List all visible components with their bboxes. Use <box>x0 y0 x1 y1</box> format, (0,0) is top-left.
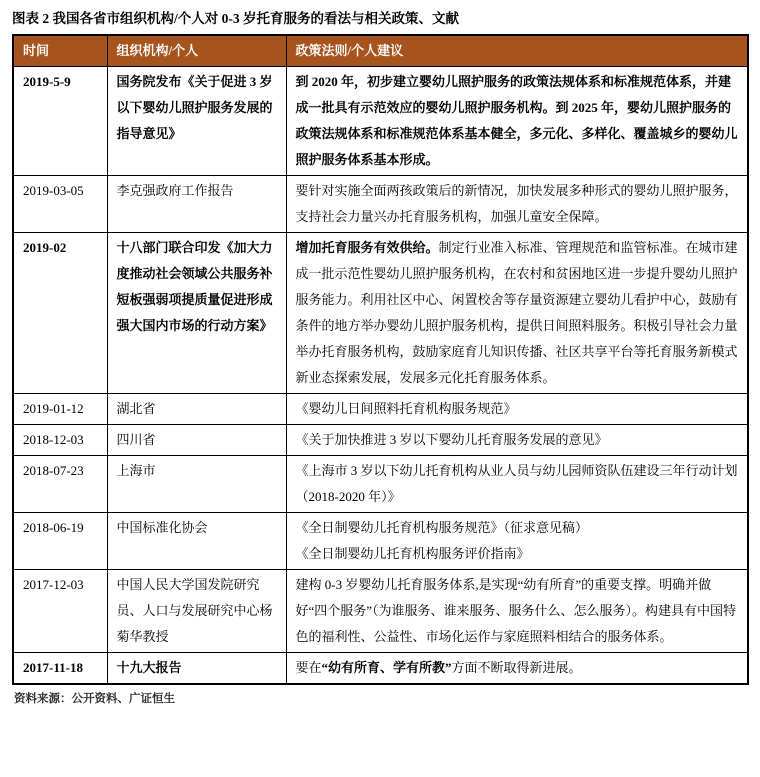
policy-paragraph <box>296 541 739 567</box>
cell-date: 2017-12-03 <box>13 570 107 653</box>
cell-policy <box>286 513 748 570</box>
policy-paragraph <box>296 178 739 230</box>
policy-text-segment: 方面不断取得新进展。 <box>451 660 582 675</box>
policy-text-segment: 《关于加快推进 3 岁以下婴幼儿托育服务发展的意见》 <box>295 432 608 447</box>
cell-organization: 国务院发布《关于促进 3 岁以下婴幼儿照护服务发展的指导意见》 <box>107 67 286 176</box>
cell-organization: 上海市 <box>107 456 286 513</box>
cell-organization: 十八部门联合印发《加大力度推动社会领域公共服务补短板强弱项提质量促进形成强大国内市场的行动方案》 <box>107 233 286 394</box>
table-row <box>13 394 748 425</box>
policy-text-segment: 要在 <box>295 660 322 675</box>
policy-paragraph <box>296 396 739 422</box>
table-row <box>13 653 748 685</box>
cell-policy <box>286 570 748 653</box>
policy-paragraph <box>296 458 739 510</box>
table-row <box>13 570 748 653</box>
cell-date: 2018-07-23 <box>13 456 107 513</box>
cell-date: 2017-11-18 <box>13 653 107 685</box>
table-body <box>13 67 748 685</box>
cell-date: 2019-02 <box>13 233 107 394</box>
cell-organization: 中国人民大学国发院研究员、人口与发展研究中心杨菊华教授 <box>107 570 286 653</box>
policy-text-segment: 《全日制婴幼儿托育机构服务规范》（征求意见稿） <box>295 520 589 535</box>
cell-organization: 中国标准化协会 <box>107 513 286 570</box>
cell-policy <box>286 233 748 394</box>
table-row <box>13 456 748 513</box>
cell-policy <box>286 394 748 425</box>
cell-date: 2018-06-19 <box>13 513 107 570</box>
policy-text-segment: 《上海市 3 岁以下幼儿托育机构从业人员与幼儿园师资队伍建设三年行动计划（2018-2020 年）》 <box>295 463 738 504</box>
source-note: 资料来源：公开资料、广证恒生 <box>14 693 175 705</box>
cell-date: 2019-01-12 <box>13 394 107 425</box>
policy-text-segment: 要针对实施全面两孩政策后的新情况，加快发展多种形式的婴幼儿照护服务，支持社会力量兴办托育服务机构，加强儿童安全保障。 <box>295 183 738 224</box>
cell-policy <box>286 456 748 513</box>
policy-text-segment: 《全日制婴幼儿托育机构服务评价指南》 <box>295 546 530 561</box>
cell-organization: 十九大报告 <box>107 653 286 685</box>
policy-text-segment: 增加托育服务有效供给。 <box>295 240 439 255</box>
cell-date: 2019-03-05 <box>13 176 107 233</box>
column-header-policy: 政策法则/个人建议 <box>286 35 748 67</box>
column-header-organization: 组织机构/个人 <box>107 35 286 67</box>
policy-paragraph <box>296 572 739 650</box>
policy-paragraph <box>296 235 739 391</box>
cell-date: 2019-5-9 <box>13 67 107 176</box>
figure-title: 图表 2 我国各省市组织机构/个人对 0-3 岁托育服务的看法与相关政策、文献 <box>12 11 459 26</box>
policy-text-segment: 《婴幼儿日间照料托育机构服务规范》 <box>295 401 517 416</box>
policy-text-segment: 制定行业准入标准、管理规范和监管标准。在城市建成一批示范性婴幼儿照护服务机构，在农村和贫困地区进一步提升婴幼儿照护服务能力。利用社区中心、闲置校舍等存量资源建立婴幼儿看护中心，鼓励有条件的地方举办婴幼儿照护服务机构，提供日间照料服务。积极引导社会力量举办托育服务机构，鼓励家庭育儿知识传播、社区共享平台等托育服务新模式新业态探索发展，发展多元化托育服务体系。 <box>295 240 738 385</box>
table-row <box>13 513 748 570</box>
policy-paragraph <box>296 427 739 453</box>
cell-policy <box>286 653 748 685</box>
cell-policy <box>286 176 748 233</box>
table-row <box>13 233 748 394</box>
cell-organization: 李克强政府工作报告 <box>107 176 286 233</box>
policy-table <box>12 34 749 685</box>
policy-paragraph <box>296 69 739 173</box>
policy-text-segment: 到 2020 年，初步建立婴幼儿照护服务的政策法规体系和标准规范体系，并建成一批具有示范效应的婴幼儿照护服务机构。到 2025 年，婴幼儿照护服务的政策法规体系和标准规范体系基本健全，多元化、多样化、覆盖城乡的婴幼儿照护服务体系基本形成。 <box>295 74 738 167</box>
policy-text-segment: “幼有所育、学有所教” <box>321 660 452 675</box>
table-row <box>13 425 748 456</box>
column-header-time: 时间 <box>13 35 107 67</box>
policy-paragraph <box>296 655 739 681</box>
cell-date: 2018-12-03 <box>13 425 107 456</box>
policy-paragraph <box>296 515 739 541</box>
table-row <box>13 176 748 233</box>
table-row <box>13 67 748 176</box>
cell-policy <box>286 67 748 176</box>
table-header <box>13 35 748 67</box>
table-header-row <box>13 35 748 67</box>
cell-policy <box>286 425 748 456</box>
cell-organization: 四川省 <box>107 425 286 456</box>
policy-text-segment: 建构 0-3 岁婴幼儿托育服务体系,是实现“幼有所育”的重要支撑。明确并做好“四个服务”（为谁服务、谁来服务、服务什么、怎么服务）。构建具有中国特色的福利性、公益性、市场化运作与家庭照料相结合的服务体系。 <box>295 577 737 644</box>
cell-organization: 湖北省 <box>107 394 286 425</box>
